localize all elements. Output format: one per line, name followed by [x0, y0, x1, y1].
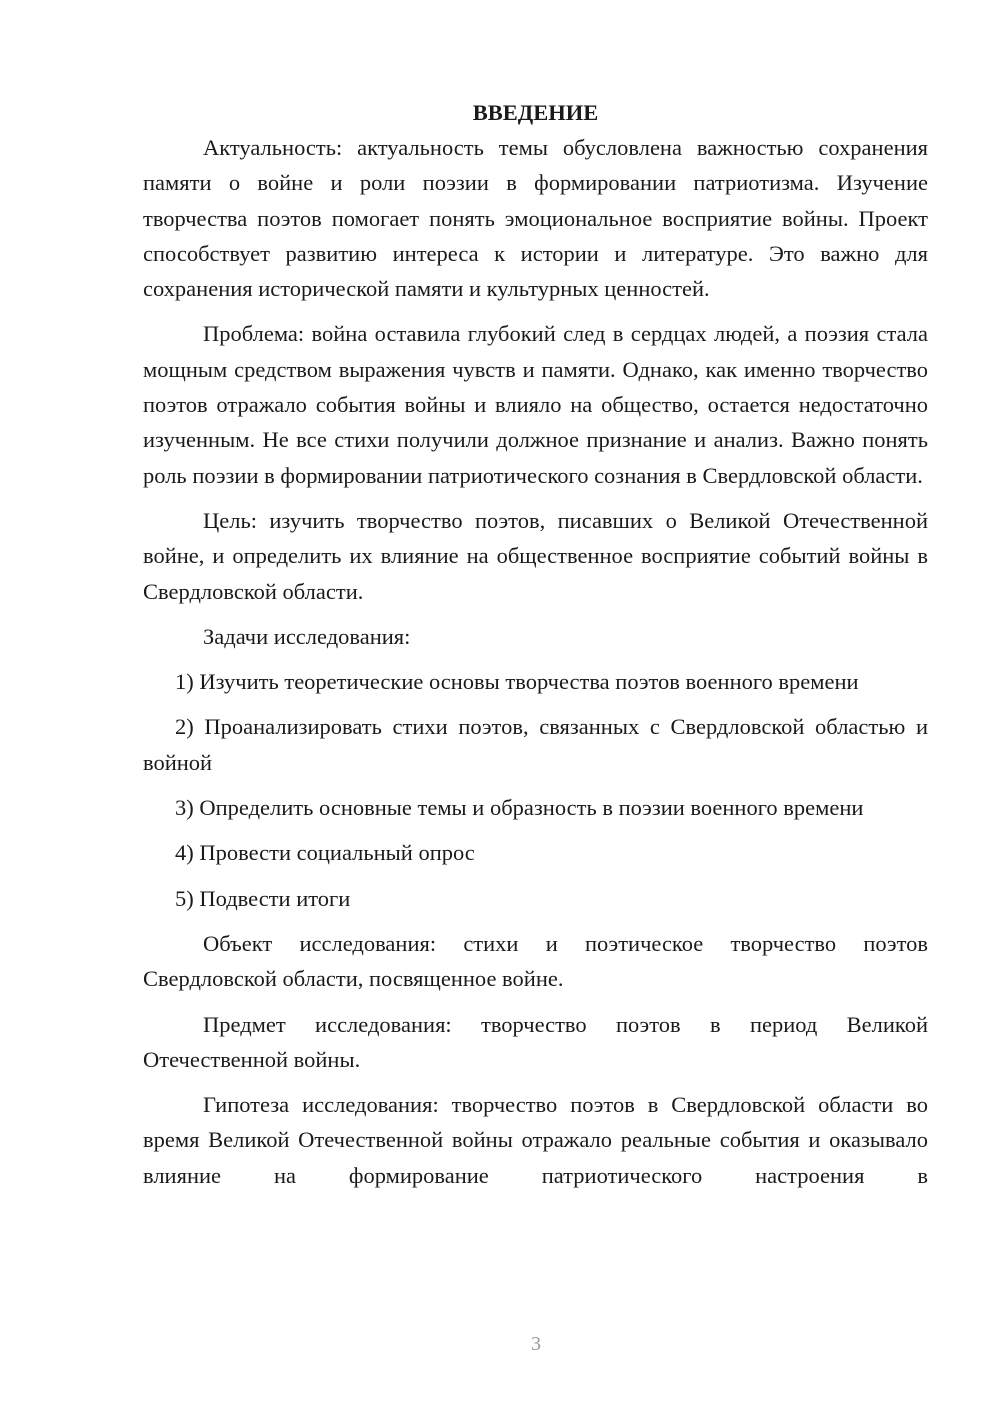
task-item-1: 1) Изучить теоретические основы творчества поэтов военного времени — [175, 669, 859, 695]
paragraph-problem: Проблема: война оставила глубокий след в сердцах людей, а поэзия стала мощным средством выражения чувств и памяти. Однако, как именно творчество поэтов отражало события войны и влияло на общество, остается недостаточно изученным. Не все стихи получили должное признание и анализ. Важно понять роль поэзии в формировании патриотического сознания в Свердловской области. — [143, 321, 928, 488]
section-title: ВВЕДЕНИЕ — [472, 100, 599, 125]
page-content — [143, 95, 928, 1203]
task-item-5: 5) Подвести итоги — [175, 885, 351, 911]
paragraph-goal: Цель: изучить творчество поэтов, писавших о Великой Отечественной войне, и определить их влияние на общественное восприятие событий войны в Свердловской области. — [143, 507, 928, 604]
paragraph-hypothesis: Гипотеза исследования: творчество поэтов в Свердловской области во время Великой Отечественной войны отражало реальные события и оказывало влияние на формирование патриотического настроения в — [143, 1092, 928, 1188]
tasks-heading: Задачи исследования: — [203, 623, 411, 649]
task-item-3: 3) Определить основные темы и образность в поэзии военного времени — [175, 795, 864, 821]
task-item-4: 4) Провести социальный опрос — [175, 840, 475, 866]
paragraph-subject: Предмет исследования: творчество поэтов в период Великой Отечественной войны. — [143, 1011, 928, 1072]
page-number: 3 — [531, 1333, 541, 1355]
paragraph-object: Объект исследования: стихи и поэтическое творчество поэтов Свердловской области, посвященное войне. — [143, 930, 928, 992]
paragraph-relevance: Актуальность: актуальность темы обусловлена важностью сохранения памяти о войне и роли поэзии в формировании патриотизма. Изучение творчества поэтов помогает понять эмоциональное восприятие войны. Проект способствует развитию интереса к истории и литературе. Это важно для сохранения исторической памяти и культурных ценностей. — [143, 135, 928, 302]
task-item-2: 2) Проанализировать стихи поэтов, связанных с Свердловской областью и войной — [143, 714, 928, 775]
